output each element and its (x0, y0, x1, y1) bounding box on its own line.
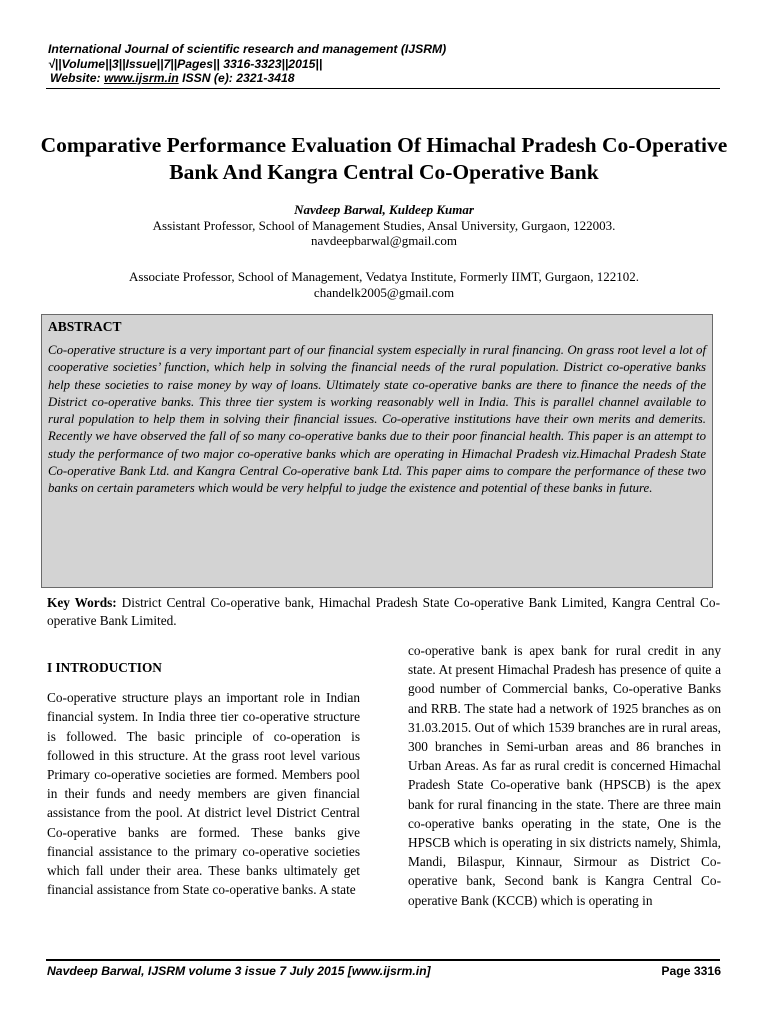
left-column (47, 638, 360, 899)
issn-text: ISSN (e): 2321-3418 (178, 71, 295, 85)
author-email-1: navdeepbarwal@gmail.com (311, 233, 457, 248)
keywords-label: Key Words: (47, 595, 117, 610)
journal-header (48, 42, 708, 86)
author-names: Navdeep Barwal, Kuldeep Kumar (294, 202, 474, 217)
author-affiliation-2: Associate Professor, School of Management, Vedatya Institute, Formerly IIMT, Gurgaon, 122102. (129, 269, 639, 284)
introduction-right-text: co-operative bank is apex bank for rural credit in any state. At present Himachal Pradesh has presence of quite a good number of Commercial banks, Co-operative Banks and RRB. The state had a network of 1925 branches as on 31.03.2015. Out of which 1539 branches are in rural areas, 300 branches in Semi-urban areas and 86 branches in Urban Areas. As far as rural credit is concerned Himachal Pradesh State Co-operative bank (HPSCB) is the apex bank for rural financing in the state. There are three main co-operative banks operating in the state, One is the HPSCB which is operating in six districts namely, Shimla, Mandi, Bilaspur, Kinnaur, Sirmour as District Co-operative bank, Second bank is Kangra Central Co-operative Bank (KCCB) which is operating in (408, 643, 721, 908)
right-column (408, 641, 721, 910)
abstract-heading: ABSTRACT (48, 319, 122, 334)
header-divider (46, 88, 720, 89)
journal-name: International Journal of scientific research and management (IJSRM) (48, 42, 447, 56)
website-link[interactable]: www.ijsrm.in (103, 71, 179, 85)
author-block-2 (40, 269, 728, 300)
abstract-text: Co-operative structure is a very important part of our financial system especially in rural financing. On grass root level a lot of cooperative societies’ function, which help in solving the financial needs of the rural population. District co-operative banks help these societies to raise money by way of loans. Ultimately state co-operative banks are there to finance the needs of the District co-operative banks. This three tier system is working reasonably well in India. This is parallel channel available to rural population to help them in solving their financial issues. Co-operative institutions have their own merits and demerits. Recently we have observed the fall of so many co-operative banks due to their poor financial health. This paper is an attempt to study the performance of two major co-operative banks which are operating in Himachal Pradesh viz.Himachal Pradesh State Co-operative Bank Ltd. and Kangra Central Co-operative bank Ltd. This paper aims to compare the performance of these two banks on certain parameters which would be very helpful to judge the existence and potential of these banks in future. (48, 343, 706, 496)
page-number: Page 3316 (661, 964, 721, 978)
keywords-text: District Central Co-operative bank, Himachal Pradesh State Co-operative Bank Limited, Kangra Central Co-operative Bank Limited. (47, 595, 720, 628)
author-block (40, 202, 728, 249)
footer-citation: Navdeep Barwal, IJSRM volume 3 issue 7 July 2015 [www.ijsrm.in] (47, 964, 431, 978)
website-prefix: Website: (50, 71, 104, 85)
introduction-left-text: Co-operative structure plays an important role in Indian financial system. In India three tier co-operative structure is followed. The basic principle of co-operation is followed in this structure. At the grass root level various Primary co-operative societies are formed. Members pool in their funds and needy members are given financial assistance from the pool. At district level District Central Co-operative banks are formed. These banks give financial assistance to the primary co-operative societies which fall under their area. These banks ultimately get financial assistance from State co-operative banks. A state (47, 690, 360, 898)
journal-website-line (48, 71, 708, 86)
abstract-box (41, 314, 713, 588)
keywords (47, 594, 720, 630)
author-email-2: chandelk2005@gmail.com (313, 284, 455, 300)
author-affiliation-1: Assistant Professor, School of Management Studies, Ansal University, Gurgaon, 122003. (152, 217, 616, 233)
paper-title: Comparative Performance Evaluation Of Himachal Pradesh Co-Operative Bank And Kangra Central Co-Operative Bank (40, 133, 728, 184)
introduction-heading: I INTRODUCTION (47, 660, 162, 675)
footer-divider (46, 959, 720, 961)
journal-volume-info: √||Volume||3||Issue||7||Pages|| 3316-3323||2015|| (48, 56, 323, 71)
